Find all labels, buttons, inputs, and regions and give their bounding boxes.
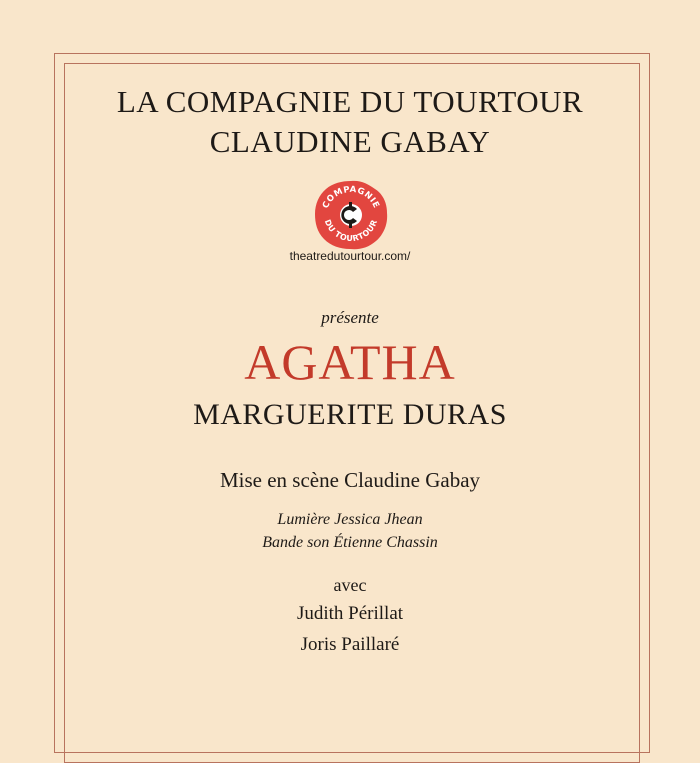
company-name: LA COMPAGNIE DU TOURTOUR [116,84,584,119]
author-name: MARGUERITE DURAS [193,398,507,431]
presents-label: présente [321,308,379,327]
website-url[interactable]: theatredutourtour.com/ [289,249,411,263]
seal-top-text: COMPAGNIE [320,184,382,211]
with-label: avec [333,575,367,595]
play-title: AGATHA [244,334,456,390]
seal-bottom-text: DU TOURTOUR [322,218,380,244]
director-name: CLAUDINE GABAY [209,124,491,159]
lighting-credit: Lumière Jessica Jhean [277,511,423,528]
soundtrack-credit: Bande son Étienne Chassin [262,534,438,551]
company-seal-logo [313,179,389,251]
cast-member: Judith Périllat [296,603,404,624]
staging-credit: Mise en scène Claudine Gabay [219,468,481,492]
cast-member: Joris Paillaré [300,634,400,655]
